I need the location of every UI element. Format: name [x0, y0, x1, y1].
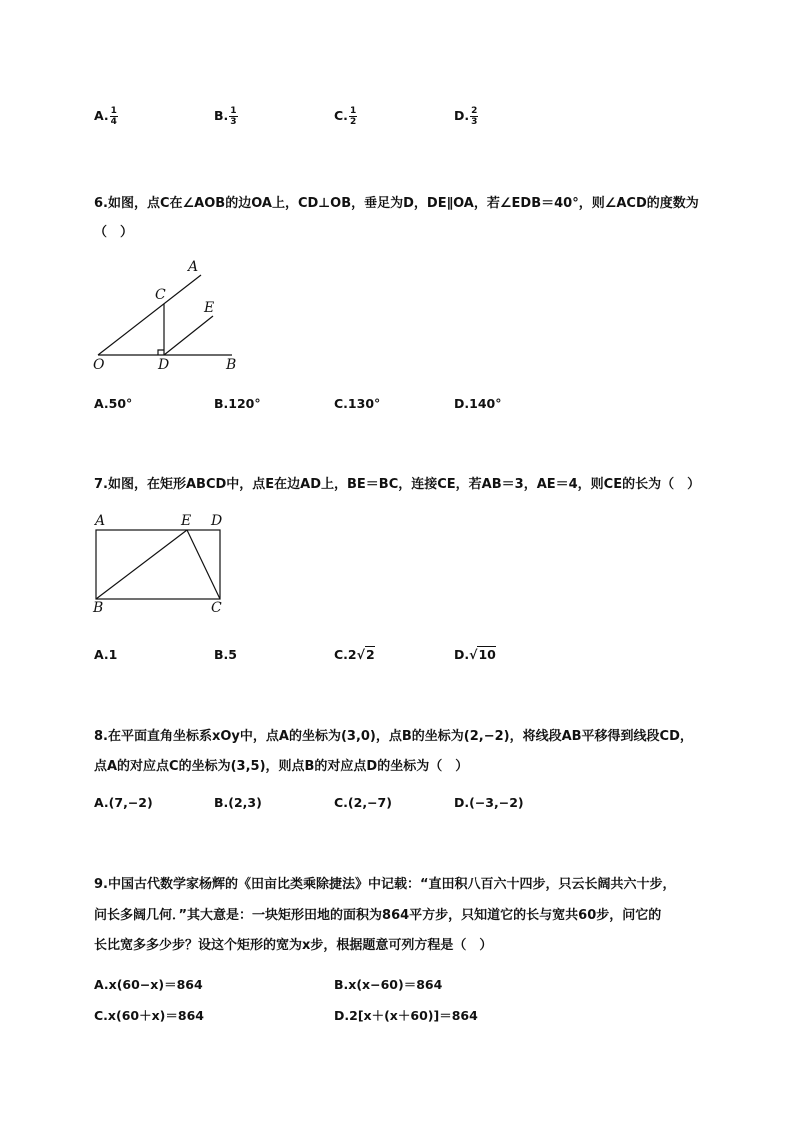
- q8-option-c[interactable]: C.(2,−7): [334, 795, 392, 810]
- q7-option-c[interactable]: [334, 647, 375, 662]
- denominator: 2: [349, 117, 357, 127]
- q8-stem: 8.在平面直角坐标系xOy中，点A的坐标为(3,0)，点B的坐标为(2,−2)，将线段AB平移得到线段CD，: [94, 729, 693, 744]
- radicand: 2: [365, 647, 375, 662]
- radicand: 10: [478, 647, 496, 662]
- q9-option-a[interactable]: A.x(60−x)＝864: [94, 977, 203, 992]
- q6-option-b[interactable]: B.120°: [214, 396, 261, 411]
- q7-option-d[interactable]: [454, 647, 496, 662]
- q7-option-a[interactable]: [94, 647, 117, 662]
- q8-option-a[interactable]: A.(7,−2): [94, 795, 153, 810]
- rectangle-abcd: [96, 530, 220, 599]
- option-text: C.2√: [334, 647, 365, 662]
- segment-ce: [187, 530, 220, 599]
- q6-stem: 6.如图，点C在∠AOB的边OA上，CD⊥OB，垂足为D，DE∥OA，若∠EDB＝40°，则∠ACD的度数为: [94, 196, 699, 211]
- label-d: D: [158, 357, 170, 373]
- numerator: 1: [349, 106, 357, 116]
- option-letter: A.: [94, 108, 109, 123]
- option-text: B.5: [214, 647, 237, 662]
- q6-option-a[interactable]: A.50°: [94, 396, 133, 411]
- label-o: O: [93, 357, 105, 373]
- label-b: B: [93, 600, 104, 616]
- q7-stem: 7.如图，在矩形ABCD中，点E在边AD上，BE＝BC，连接CE，若AB＝3，AE＝4，则CE的长为（ ）: [94, 477, 701, 492]
- label-b: B: [226, 357, 237, 373]
- numerator: 1: [110, 106, 117, 116]
- option-text: A.1: [94, 647, 118, 662]
- q9-stem-cont: 问长多阔几何．”其大意是：一块矩形田地的面积为864平方步，只知道它的长与宽共60步，问它的: [94, 908, 662, 923]
- q9-option-d[interactable]: D.2[x＋(x＋60)]＝864: [334, 1008, 478, 1023]
- numerator: 1: [230, 106, 237, 116]
- q9-stem-cont2: 长比宽多多少步？设这个矩形的宽为x步，根据题意可列方程是（ ）: [94, 938, 493, 953]
- segment-be: [96, 530, 187, 599]
- label-e: E: [204, 300, 215, 316]
- q8-stem-cont: 点A的对应点C的坐标为(3,5)，则点B的对应点D的坐标为（ ）: [94, 759, 469, 774]
- q8-option-d[interactable]: D.(−3,−2): [454, 795, 524, 810]
- option-letter: C.: [334, 108, 348, 123]
- denominator: 4: [110, 117, 117, 127]
- denominator: 3: [230, 117, 237, 127]
- label-a: A: [95, 513, 106, 529]
- q6-option-d[interactable]: D.140°: [454, 396, 502, 411]
- q9-stem: 9.中国古代数学家杨辉的《田亩比类乘除捷法》中记载：“直田积八百六十四步，只云长阔共六十步，: [94, 877, 676, 892]
- numerator: 2: [471, 106, 478, 116]
- q6-stem-cont: （ ）: [94, 225, 134, 240]
- label-e: E: [181, 513, 192, 529]
- denominator: 3: [471, 117, 478, 127]
- option-text: D.√: [454, 647, 478, 662]
- label-c: C: [155, 287, 166, 303]
- label-a: A: [188, 259, 199, 275]
- q7-option-b[interactable]: [214, 647, 237, 662]
- q9-option-b[interactable]: B.x(x−60)＝864: [334, 977, 443, 992]
- label-c: C: [211, 600, 222, 616]
- option-letter: B.: [214, 108, 229, 123]
- q8-option-b[interactable]: B.(2,3): [214, 795, 262, 810]
- option-letter: D.: [454, 108, 470, 123]
- q6-option-c[interactable]: C.130°: [334, 396, 381, 411]
- label-d: D: [211, 513, 223, 529]
- q9-option-c[interactable]: C.x(60＋x)＝864: [94, 1008, 204, 1023]
